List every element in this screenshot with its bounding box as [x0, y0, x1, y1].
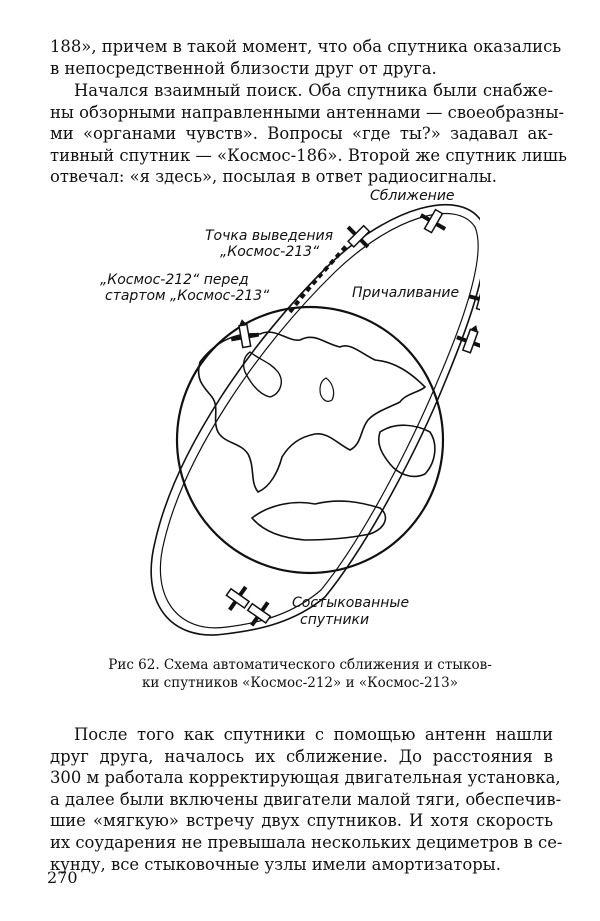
text-line: а далее были включены двигатели малой тяги, обеспечив-: [50, 789, 562, 809]
text-line: кунду, все стыковочные узлы имели амортизаторы.: [50, 854, 501, 874]
text-line: 188», причем в такой момент, что оба спутника оказались: [50, 37, 562, 56]
label-docked: спутники: [300, 612, 370, 628]
satellite-icon: [416, 205, 451, 238]
text-line: отвечал: «я здесь», посылая в ответ радиосигналы.: [50, 167, 498, 187]
text-line: друг друга, началось их сближение. До расстояния в: [50, 746, 553, 766]
page-number: 270: [47, 868, 78, 887]
label-before-launch: стартом „Космос-213“: [105, 288, 270, 304]
label-mooring: Причаливание: [352, 285, 460, 301]
caption-line: Рис 62. Схема автоматического сближения и стыков-: [108, 657, 492, 673]
earth-globe: [177, 307, 443, 573]
text-line: Начался взаимный поиск. Оба спутника были снабже-: [74, 81, 553, 100]
text-line: тивный спутник — «Космос-186». Второй же спутник лишь: [50, 145, 567, 165]
text-line: их соударения не превышала нескольких дециметров в се-: [50, 832, 563, 852]
label-approach: Сближение: [370, 188, 455, 204]
text-line: 300 м работала корректирующая двигательная установка,: [50, 768, 561, 788]
label-insertion-point: „Космос-213“: [220, 244, 320, 260]
text-line: в непосредственной близости друг от друга.: [50, 58, 437, 78]
label-docked: Состыкованные: [292, 595, 410, 611]
text-line: После того как спутники с помощью антенн нашли: [74, 725, 553, 744]
caption-line: ки спутников «Космос-212» и «Космос-213»: [141, 675, 459, 691]
docking-diagram: [100, 182, 480, 652]
paragraph-search: [50, 80, 567, 188]
text-line: шие «мягкую» встречу двух спутников. И хотя скорость: [50, 811, 553, 831]
figure-caption: [90, 656, 510, 692]
label-before-launch: „Космос-212“ перед: [100, 272, 249, 288]
text-line: ны обзорными направленными антеннами — своеобразны-: [50, 102, 565, 122]
paragraph-top: [50, 36, 562, 79]
text-line: ми «органами чувств». Вопросы «где ты?» задавал ак-: [50, 124, 553, 144]
label-insertion-point: Точка выведения: [205, 228, 334, 244]
paragraph-bottom: [50, 724, 563, 875]
